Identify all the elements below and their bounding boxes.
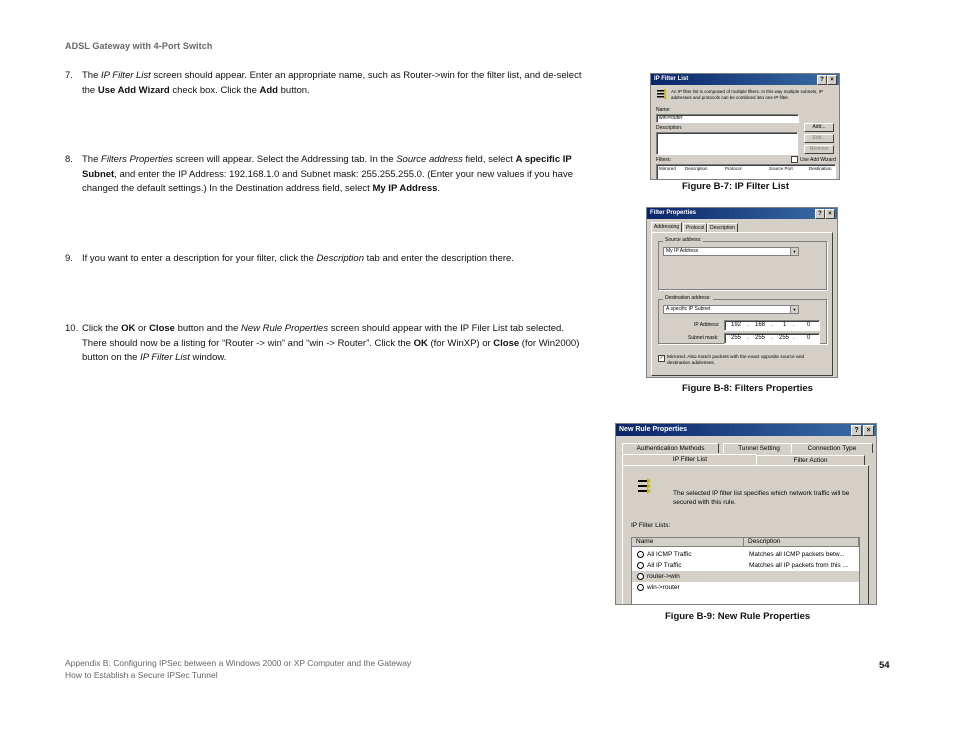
column-header[interactable]: Source Port — [769, 166, 793, 171]
info-text: The selected IP filter list specifies which network traffic will be secured with this rule. — [673, 490, 850, 506]
name-input[interactable]: win>router — [656, 114, 799, 123]
step-number: 7. — [65, 70, 73, 81]
tab-authentication-methods[interactable]: Authentication Methods — [622, 443, 719, 453]
step-text: Click the OK or Close button and the New Rule Properties screen should appear with the IP Filer List tab selected. There should now be a listing for “Router -> win” and “win -> Router”. Click the OK (for WinXP) or Close (for Win2000) button on the IP Filter List window. — [82, 323, 580, 363]
row-name: All ICMP Traffic — [647, 551, 692, 558]
tab-description[interactable]: Description — [707, 223, 738, 232]
octet[interactable]: 1 — [783, 322, 787, 328]
group-label: Source address: — [665, 237, 702, 243]
step-10 — [65, 322, 590, 366]
ip-address-label: IP Address: — [694, 322, 720, 328]
octet[interactable]: 255 — [731, 335, 742, 341]
row-description: Matches all IP packets from this ... — [749, 562, 848, 569]
tab-filter-action[interactable]: Filter Action — [756, 455, 865, 465]
filter-list-icon — [638, 478, 652, 496]
row-description: Matches all ICMP packets betw... — [749, 551, 845, 558]
figure-caption: Figure B-8: Filters Properties — [682, 383, 813, 394]
close-icon[interactable]: × — [825, 209, 835, 219]
table-row[interactable] — [632, 560, 859, 571]
chevron-down-icon[interactable]: ▼ — [790, 306, 798, 313]
column-header-name[interactable]: Name — [632, 538, 744, 547]
step-text: If you want to enter a description for your filter, click the Description tab and enter the description there. — [82, 253, 514, 264]
title-bar — [651, 74, 839, 85]
close-icon[interactable]: × — [863, 425, 874, 436]
dialog-title: IP Filter List — [654, 76, 689, 82]
row-name: All IP Traffic — [647, 562, 682, 569]
tab-protocol[interactable]: Protocol — [683, 223, 707, 232]
row-name: router->win — [647, 573, 680, 580]
title-bar — [616, 424, 876, 436]
filter-properties-dialog — [646, 207, 838, 378]
help-icon[interactable]: ? — [851, 425, 862, 436]
destination-address-select[interactable] — [663, 305, 799, 314]
remove-button[interactable]: Remove — [804, 145, 834, 154]
figure-caption: Figure B-7: IP Filter List — [682, 181, 789, 192]
filters-label: Filters: — [656, 157, 671, 163]
column-header[interactable]: Protocol — [725, 166, 742, 171]
octet[interactable]: 255 — [779, 335, 790, 341]
footer-chapter: Appendix B: Configuring IPSec between a Windows 2000 or XP Computer and the Gateway — [65, 658, 412, 668]
description-label: Description: — [656, 125, 683, 131]
name-label: Name: — [656, 107, 671, 113]
octet[interactable]: 0 — [807, 322, 811, 328]
radio-button[interactable] — [637, 573, 644, 580]
column-header[interactable]: Description — [685, 166, 708, 171]
tab-ip-filter-list[interactable]: IP Filter List — [622, 454, 758, 466]
octet[interactable]: 192 — [731, 322, 742, 328]
dialog-title: New Rule Properties — [619, 426, 688, 433]
selected-value: My IP Address — [666, 248, 699, 254]
source-address-select[interactable] — [663, 247, 799, 256]
column-header-description[interactable]: Description — [744, 538, 859, 547]
radio-button[interactable] — [637, 551, 644, 558]
table-row[interactable] — [632, 549, 859, 560]
step-8 — [65, 153, 590, 197]
octet[interactable]: 168 — [755, 322, 766, 328]
edit-button[interactable]: Edit... — [804, 134, 834, 143]
help-icon[interactable]: ? — [815, 209, 825, 219]
ip-filter-lists-label: IP Filter Lists: — [631, 522, 671, 529]
step-number: 9. — [65, 253, 73, 264]
radio-button[interactable] — [637, 562, 644, 569]
title-bar — [647, 208, 837, 219]
mirrored-checkbox[interactable]: ✓ — [659, 355, 664, 361]
step-text: The Filters Properties screen will appear. Select the Addressing tab. In the Source address field, select A specific IP Subnet, and enter the IP Address: 192.168.1.0 and Subnet mask: 255.255.255.0. (Enter your new values if you have changed the default settings.) In the Destination address field, select My IP Address. — [82, 154, 573, 194]
dialog-title: Filter Properties — [650, 210, 697, 216]
footer-section: How to Establish a Secure IPSec Tunnel — [65, 670, 218, 680]
use-add-wizard-checkbox[interactable] — [791, 156, 798, 163]
table-row[interactable] — [632, 571, 859, 582]
ip-filter-list-dialog — [650, 73, 840, 180]
step-number: 10. — [65, 323, 79, 334]
subnet-mask-field[interactable]: 255 . 255 . 255 . 0 — [724, 333, 820, 344]
ip-filter-lists-table[interactable] — [631, 537, 860, 605]
group-label: Destination address: — [665, 295, 711, 301]
chevron-down-icon[interactable]: ▼ — [790, 248, 798, 255]
row-name: win->router — [647, 584, 680, 591]
step-7 — [65, 69, 590, 98]
octet[interactable]: 0 — [807, 335, 811, 341]
column-header[interactable]: Mirrored — [659, 166, 676, 171]
add-button[interactable]: Add... — [804, 123, 834, 132]
radio-button[interactable] — [637, 584, 644, 591]
page-number: 54 — [879, 660, 890, 671]
new-rule-properties-dialog — [615, 423, 877, 605]
subnet-mask-label: Subnet mask: — [688, 335, 719, 341]
help-icon[interactable]: ? — [817, 75, 827, 85]
step-9 — [65, 252, 590, 267]
description-textarea[interactable] — [656, 132, 798, 155]
filter-list-icon — [657, 89, 667, 99]
mirrored-label: Mirrored. Also match packets with the exact opposite source and destination addresses. — [667, 355, 805, 366]
step-number: 8. — [65, 154, 73, 165]
filters-list[interactable] — [656, 164, 836, 180]
tab-connection-type[interactable]: Connection Type — [791, 443, 873, 453]
column-header[interactable]: Destination — [809, 166, 832, 171]
tab-tunnel-setting[interactable]: Tunnel Setting — [723, 443, 795, 453]
figure-caption: Figure B-9: New Rule Properties — [665, 611, 811, 622]
close-icon[interactable]: × — [827, 75, 837, 85]
table-row[interactable] — [632, 582, 859, 593]
running-header: ADSL Gateway with 4-Port Switch — [65, 41, 213, 51]
selected-value: A specific IP Subnet — [666, 306, 711, 312]
step-text: The IP Filter List screen should appear. Enter an appropriate name, such as Router->win for the filter list, and de-select the Use Add Wizard check box. Click the Add button. — [82, 70, 582, 96]
octet[interactable]: 255 — [755, 335, 766, 341]
ip-address-field[interactable]: 192 . 168 . 1 . 0 — [724, 320, 820, 331]
info-text: An IP filter list is composed of multiple filters. In this way multiple subnets, IP addresses and protocols can be combined into one IP filter. — [671, 89, 823, 100]
use-add-wizard-label: Use Add Wizard — [800, 157, 836, 163]
tab-addressing[interactable]: Addressing — [651, 222, 682, 232]
